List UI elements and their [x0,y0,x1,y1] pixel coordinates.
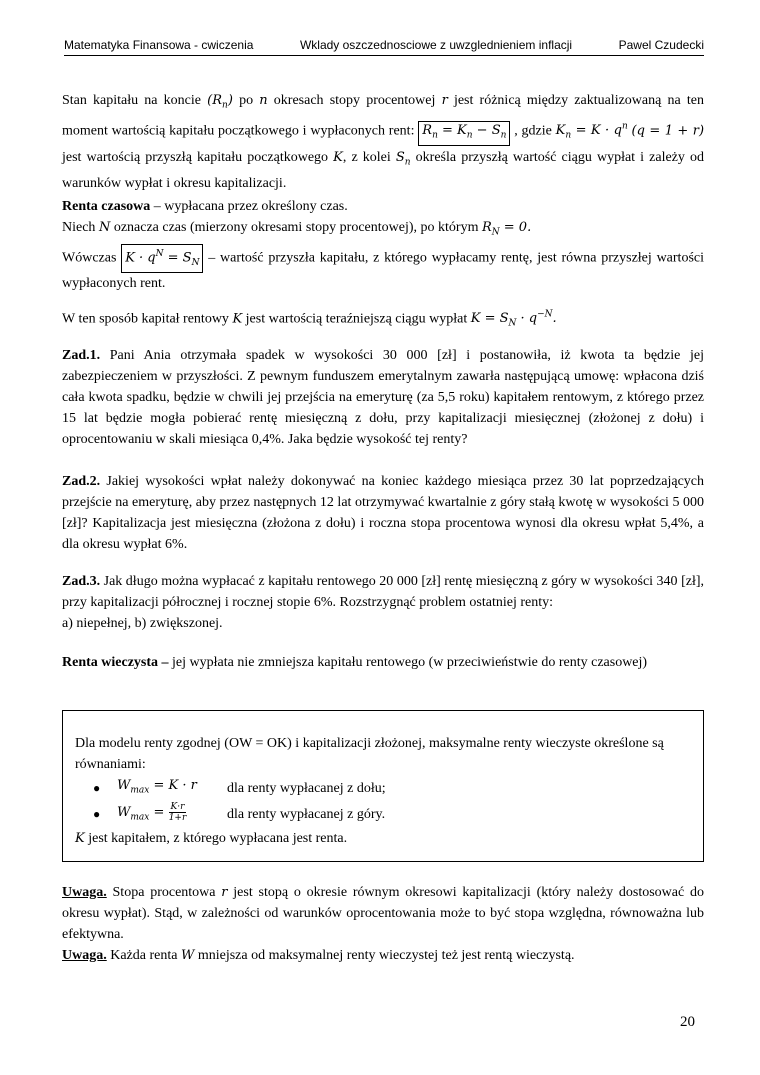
exercise-label: Zad.1. [62,348,101,363]
list-item: ● $W_{max}$ = $\frac{K\cdot r}{1+r}$ dla renty wypłacanej z góry. [93,802,690,829]
list-item: ● $W_{max} = K \cdot r$ dla renty wypłacanej z dołu; [93,775,690,802]
boxed-formula-future-value: $K \cdot q^N = S_N$ [121,244,203,273]
exercise-2: Zad.2. Jakiej wysokości wpłat należy dokonywać na koniec każdego miesiąca przez 30 lat poprzedzających przejście na emeryturę, aby przez następnych 12 lat otrzymywać kwartalnie z góry stałą kwotę w wysokości 5 000 [zł]? Kapitalizacja jest miesięczna (złożona z dołu) i roczna stopa procentowa wynosi dla okresu wpłat 5,4%, a dla okresu wypłat 6%. [62,474,704,552]
boxed-formula-balance: $R_n = K_n - S_n$ [418,121,510,146]
note-label: Uwaga. [62,948,107,963]
bullet-icon: ● [93,780,101,795]
note-label: Uwaga. [62,885,107,900]
exercise-label: Zad.2. [62,474,101,489]
notes-section: Uwaga. Stopa procentowa r jest stopą o okresie równym okresowi kapitalizacji (który należy dostosować do okresu wypłat). Stąd, w zależności od warunków oprocentowania może to być stopa względna, równoważna lub efektywna. Uwaga. Każda renta W mniejsza od maksymalnej renty wieczystej też jest rentą wieczystą. [62,885,704,963]
exercise-3: Zad.3. Jak długo można wypłacać z kapitału rentowego 20 000 [zł] rentę miesięczną z góry w wysokości 340 [zł], przy kapitalizacji półrocznej i rocznej stopie 6%. Rozstrzygnąć problem ostatniej renty: a) niepełnej, b) zwiększonej. [62,574,704,631]
intro-paragraph: Stan kapitału na koncie $(R_n)$ po n okresach stopy procentowej r jest różnicą między zaktualizowaną na ten moment wartością kapitału początkowego i wypłaconych rent: $R_n = K_n - S_n$ , gdzie $K_n = K \cdot q^n$ (q = 1 + r) jest wartością przyszłą kapitału początkowego K, z kolei $S_n$ określa przyszłą wartość ciągu wypłat i zależy od warunków wypłat i okresu kapitalizacji. [62,93,705,192]
renta-wieczysta-title: Renta wieczysta – [62,655,169,670]
perpetuity-formula-box: Dla modelu renty zgodnej (OW = OK) i kapitalizacji złożonej, maksymalne renty wieczyste określone są równaniami: ● $W_{max} = K \cdot r$ dla renty wypłacanej z dołu; ● $W_{max}$ = $\frac{K\cdot r}{1+r}$ dla renty wypłacanej z góry. K jest kapitałem, z którego wypłacana jest renta. [62,710,704,862]
box-intro: Dla modelu renty zgodnej (OW = OK) i kapitalizacji złożonej, maksymalne renty wieczyste określone są równaniami: [75,736,664,772]
page-header [64,38,704,56]
renta-wieczysta-section: Renta wieczysta – jej wypłata nie zmniejsza kapitału rentowego (w przeciwieństwie do renty czasowej) [62,655,648,670]
page-number: 20 [680,1014,695,1030]
bullet-icon: ● [93,807,101,822]
exercise-1: Zad.1. Pani Ania otrzymała spadek w wysokości 30 000 [zł] i postanowiła, iż kwota ta będzie jej zabezpieczeniem w przyszłości. Z pewnym funduszem emerytalnym zawarła następującą umowę: wpłacona dziś cała kwota spadku, będzie w chwili jej przejścia na emeryturę (za 5,5 roku) kapitałem rentowym, z którego przez 15 lat będzie mogła pobierać rentę miesięczną z dołu, przy kapitalizacji miesięcznej (złożonej z dołu) i oprocentowaniu w skali miesiąca 0,4%. Jaka będzie wysokość tej renty? [62,348,704,447]
renta-czasowa-title: Renta czasowa [62,199,151,214]
header-course: Matematyka Finansowa - cwiczenia [64,38,254,52]
renta-czasowa-section: Renta czasowa – wypłacana przez określony czas. Niech N oznacza czas (mierzony okresami stopy procentowej), po którym $R_N = 0$. Wówczas $K \cdot q^N = S_N$ – wartość przyszła kapitału, z którego wypłacamy rentę, jest równa przyszłej wartości wypłaconych rent. [62,199,704,291]
capital-paragraph: W ten sposób kapitał rentowy K jest wartością teraźniejszą ciągu wypłat $K = S_N \cdot q^{-N}$. [62,310,557,329]
exercise-label: Zad.3. [62,574,101,589]
header-topic: Wklady oszczednosciowe z uwzglednieniem inflacji [299,38,573,52]
header-author: Pawel Czudecki [618,38,704,52]
